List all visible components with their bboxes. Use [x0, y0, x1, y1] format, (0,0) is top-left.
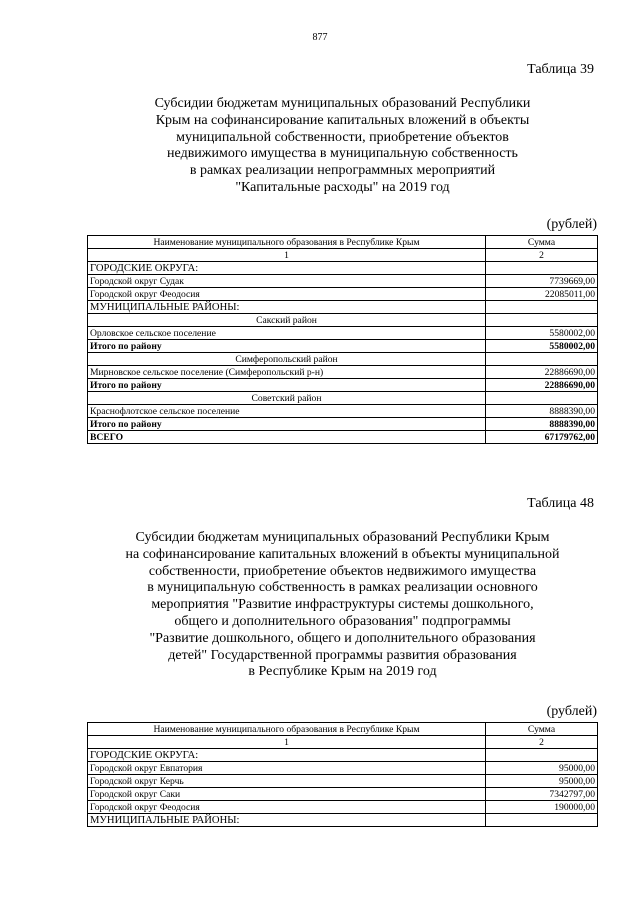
- table-row: [88, 327, 598, 340]
- table-row: [88, 353, 598, 366]
- row-name: Сакский район: [88, 314, 486, 327]
- row-value: 95000,00: [486, 762, 598, 775]
- table-row: [88, 366, 598, 379]
- table-39-title: Субсидии бюджетам муниципальных образований Республики Крым на софинансирование капитальных вложений в объекты муниципальной собственности, приобретение объектов недвижимого имущества в муниципальную собственность в рамках реализации непрограммных мероприятий "Капитальные расходы" на 2019 год: [154, 96, 531, 195]
- table-39: [87, 235, 598, 444]
- row-value: 7739669,00: [486, 275, 598, 288]
- row-name: Городской округ Керчь: [88, 775, 486, 788]
- header-sum: Сумма: [486, 723, 598, 736]
- row-value: 8888390,00: [486, 418, 598, 431]
- table-header-row: [88, 236, 598, 249]
- row-name: Городской округ Саки: [88, 788, 486, 801]
- row-value: [486, 353, 598, 366]
- table-row: [88, 392, 598, 405]
- row-value: [486, 392, 598, 405]
- row-name: Городской округ Судак: [88, 275, 486, 288]
- table-48-label: Таблица 48: [527, 496, 594, 511]
- table-row: [88, 405, 598, 418]
- table-row: [88, 288, 598, 301]
- table-row: [88, 814, 598, 827]
- row-name: Городской округ Евпатория: [88, 762, 486, 775]
- row-value: 67179762,00: [486, 431, 598, 444]
- row-name: МУНИЦИПАЛЬНЫЕ РАЙОНЫ:: [88, 301, 486, 314]
- row-value: 22886690,00: [486, 379, 598, 392]
- row-value: [486, 314, 598, 327]
- row-name: ГОРОДСКИЕ ОКРУГА:: [88, 749, 486, 762]
- column-number-2: 2: [486, 249, 598, 262]
- row-name: Итого по району: [88, 340, 486, 353]
- table-39-units: (рублей): [546, 217, 597, 232]
- row-value: 22085011,00: [486, 288, 598, 301]
- table-row: [88, 431, 598, 444]
- table-row: [88, 275, 598, 288]
- row-value: 190000,00: [486, 801, 598, 814]
- table-48: [87, 722, 598, 827]
- row-name: Орловское сельское поселение: [88, 327, 486, 340]
- header-name: Наименование муниципального образования в Республике Крым: [88, 236, 486, 249]
- table-header-row: [88, 723, 598, 736]
- column-number-1: 1: [88, 249, 486, 262]
- row-name: ВСЕГО: [88, 431, 486, 444]
- table-row: [88, 379, 598, 392]
- row-name: Советский район: [88, 392, 486, 405]
- table-row: [88, 314, 598, 327]
- row-value: 7342797,00: [486, 788, 598, 801]
- row-value: [486, 301, 598, 314]
- row-name: Симферопольский район: [88, 353, 486, 366]
- table-row: [88, 301, 598, 314]
- table-row: [88, 788, 598, 801]
- row-name: Городской округ Феодосия: [88, 288, 486, 301]
- row-value: [486, 749, 598, 762]
- table-48-title: Субсидии бюджетам муниципальных образований Республики Крым на софинансирование капитальных вложений в объекты муниципальной собственности, приобретение объектов недвижимого имущества в муниципальную собственность в рамках реализации основного мероприятия "Развитие инфраструктуры системы дошкольного, общего и дополнительного образования" подпрограммы "Развитие дошкольного, общего и дополнительного образования детей" Государственной программы развития образования в Республике Крым на 2019 год: [125, 530, 560, 680]
- row-value: 5580002,00: [486, 340, 598, 353]
- column-number-2: 2: [486, 736, 598, 749]
- table-row: [88, 801, 598, 814]
- row-value: 95000,00: [486, 775, 598, 788]
- table-row: [88, 262, 598, 275]
- table-48-body: [88, 723, 598, 827]
- row-name: Итого по району: [88, 418, 486, 431]
- column-number-row: [88, 249, 598, 262]
- table-row: [88, 749, 598, 762]
- row-value: [486, 814, 598, 827]
- row-name: Городской округ Феодосия: [88, 801, 486, 814]
- row-value: 22886690,00: [486, 366, 598, 379]
- row-name: ГОРОДСКИЕ ОКРУГА:: [88, 262, 486, 275]
- row-name: Краснофлотское сельское поселение: [88, 405, 486, 418]
- row-name: МУНИЦИПАЛЬНЫЕ РАЙОНЫ:: [88, 814, 486, 827]
- table-row: [88, 762, 598, 775]
- row-value: 5580002,00: [486, 327, 598, 340]
- row-name: Мирновское сельское поселение (Симферопольский р-н): [88, 366, 486, 379]
- table-row: [88, 418, 598, 431]
- header-name: Наименование муниципального образования в Республике Крым: [88, 723, 486, 736]
- table-48-units: (рублей): [546, 704, 597, 719]
- row-name: Итого по району: [88, 379, 486, 392]
- table-39-label: Таблица 39: [527, 62, 594, 77]
- row-value: 8888390,00: [486, 405, 598, 418]
- table-39-body: [88, 236, 598, 444]
- column-number-1: 1: [88, 736, 486, 749]
- table-row: [88, 340, 598, 353]
- row-value: [486, 262, 598, 275]
- column-number-row: [88, 736, 598, 749]
- page-number: 877: [312, 32, 328, 43]
- table-row: [88, 775, 598, 788]
- header-sum: Сумма: [486, 236, 598, 249]
